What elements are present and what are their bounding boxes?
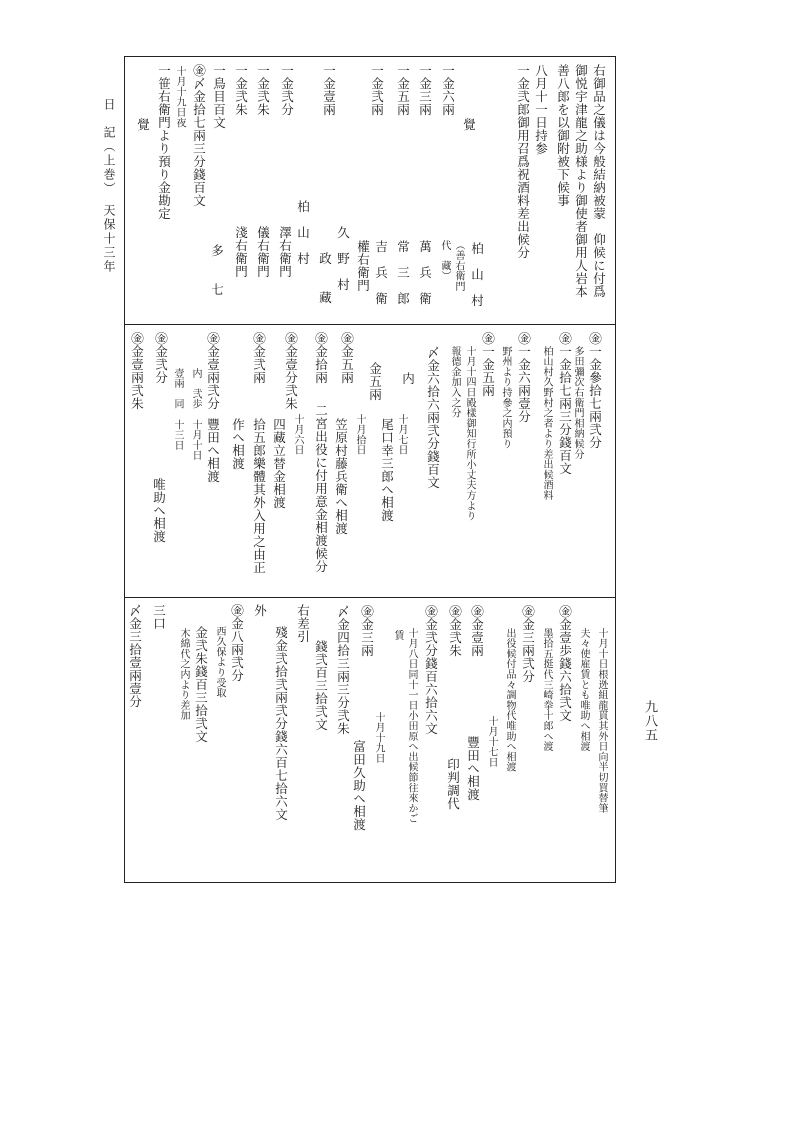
text-column: 十月十九日 [373, 712, 384, 764]
text-column: 十月拾日 [354, 414, 365, 456]
section-divider [124, 324, 616, 325]
text-column: 二宮出役に付用意金相渡候分 [313, 404, 329, 573]
text-column: 一金弐兩 [369, 64, 385, 116]
text-column: ㊎金拾兩 [313, 332, 329, 384]
text-column: 一金五兩 [395, 64, 411, 116]
text-column: 墨拾五挺代三崎拳十郎へ渡 [541, 628, 552, 752]
text-column: ㊎金弐分 [153, 332, 169, 384]
text-column: 一金六兩 [440, 64, 456, 116]
text-column: 十月六日 [292, 414, 303, 456]
text-column: 豐田へ相渡 [465, 736, 481, 801]
text-column: 柏山村久野村之者より差出候酒料 [541, 346, 552, 501]
text-column: 一鳥目百文 [211, 64, 227, 129]
text-column: 八月十一日持参 [533, 64, 549, 155]
text-column: ㊎一金六兩壹分 [516, 332, 532, 423]
text-column: 錢弐百三拾弐文 [313, 640, 329, 731]
text-column: 一金壹兩 [321, 64, 337, 116]
text-column: 西久保より受取 [214, 626, 225, 699]
text-column: 多 七 [209, 244, 225, 296]
text-column: ㊎金三兩 [359, 605, 375, 657]
text-column: 一金弐郎御用召爲祝酒料差出候分 [515, 64, 531, 259]
text-column: 柏 山 村 [469, 242, 485, 307]
text-column: 澤右衛門 [277, 226, 293, 278]
text-column: ㊎金壹分弐朱 [283, 332, 299, 410]
text-column: ㊎一金拾七兩三分錢百文 [557, 332, 573, 475]
text-column: 尾口幸三郎へ相渡 [379, 418, 395, 522]
text-column: ㊎一金五兩 [480, 332, 496, 397]
text-column: 出役候付品々調物代唯助へ相渡 [504, 628, 515, 773]
text-column: 金五兩 [367, 362, 383, 401]
text-column: 外 [252, 604, 268, 617]
text-column: 木綿代之内より差加 [178, 628, 189, 721]
text-column: 善八郎を以御附被下候事 [555, 64, 571, 207]
text-column: 〆金六拾六兩弐分錢百文 [425, 346, 441, 489]
text-column: 四藏立替金相渡 [271, 418, 287, 509]
text-column: 拾五郎樂體其外入用之由正 [251, 418, 267, 574]
text-column: 賃 [392, 630, 403, 641]
text-column: 壹兩 同 十三日 [172, 368, 183, 451]
text-column: 富田久助へ相渡 [351, 740, 367, 831]
text-column: 右御品之儀は今般結納被蒙 仰候に付爲 [591, 64, 607, 298]
text-column: ㊎金五兩 [339, 332, 355, 384]
text-column: 十月十四日殿樣御知行所小丈夫方より [464, 346, 475, 522]
text-column: 一金弐朱 [233, 64, 249, 116]
text-column: 一笹右衛門より預り金勘定 [156, 64, 172, 220]
text-column: ㊎金壹兩弐朱 [129, 332, 145, 410]
text-column: 豐田へ相渡 [205, 418, 221, 483]
text-column: 〆金三拾壹兩壹分 [127, 604, 143, 708]
text-column: 御悦宇津龍之助様より御使者御用人岩本 [573, 64, 589, 298]
text-column: 常 三 郎 [395, 240, 411, 305]
text-column: 金弐朱錢百三拾弐文 [193, 626, 209, 743]
text-column: 十月八日同十一日小田原へ出候節往來かご [406, 628, 417, 824]
text-column: 三口 [151, 604, 167, 630]
running-header: 日 記（上巻） 天保十三年 [102, 98, 116, 274]
text-column: 作へ相渡 [230, 418, 246, 470]
text-column: 一金弐分 [279, 64, 295, 116]
text-column: 報德金加入之分 [449, 346, 460, 419]
text-column: ㊎金八兩弐分 [229, 604, 245, 682]
text-column: 一金三兩 [417, 64, 433, 116]
text-column: ㊎一金參拾七兩弐分 [587, 332, 603, 449]
text-column: 唯助へ相渡 [151, 478, 167, 543]
text-column: 十月十九日夜 [174, 66, 185, 128]
text-column: 右差引 [295, 604, 311, 643]
text-column: ㊎金弐兩 [251, 332, 267, 384]
text-column: 政 藏 [317, 252, 333, 304]
text-column: 印判調代 [445, 758, 461, 810]
text-column: 殘金弐拾弐兩弐分錢六百七拾六文 [273, 626, 289, 821]
text-column: 十月十七日 [486, 716, 497, 768]
text-column: 内 弐歩 十月十日 [190, 368, 201, 461]
text-column: ㊎金三兩弐分 [520, 605, 536, 683]
text-column: 〆金四拾三兩三分弐朱 [335, 605, 351, 735]
text-column: ㊎金壹歩錢六拾弐文 [557, 605, 573, 722]
section-divider [124, 597, 616, 598]
text-column: 柏 山 村 [295, 200, 311, 265]
text-column: 十月十日根迯組龍貫其外日向半切買替筆 [596, 628, 607, 814]
text-column: 吉 兵 衛 [373, 240, 389, 305]
text-column: 淺右衛門 [233, 226, 249, 278]
text-column: ㊎〆金拾七兩三分錢百文 [191, 64, 207, 207]
text-column: 十月七日 [396, 414, 407, 456]
text-column: （善右衛門 [453, 240, 464, 292]
text-column: 覺 [135, 118, 151, 131]
text-column: 代 藏） [439, 240, 450, 282]
text-column: ㊎金弐分錢百六拾六文 [423, 605, 439, 735]
text-column: ㊎金壹兩弐分 [205, 332, 221, 410]
text-column: 夫々使雇賃とも唯助へ相渡 [578, 628, 589, 752]
text-column: 權右衛門 [355, 240, 371, 292]
text-column: ㊎金弐朱 [447, 605, 463, 657]
page-number: 九八五 [642, 700, 657, 742]
text-column: ㊎金壹兩 [469, 605, 485, 657]
text-column: 覺 [461, 118, 477, 131]
text-column: 笠原村藤兵衛へ相渡 [333, 418, 349, 535]
text-column: 内 [400, 372, 416, 385]
text-column: 多田彌次右衛門相納候分 [572, 346, 583, 460]
text-column: 一金弐朱 [255, 64, 271, 116]
text-column: 萬 兵 衛 [417, 240, 433, 305]
text-column: 野州より持參之内預り [500, 346, 511, 449]
text-column: 儀右衛門 [255, 226, 271, 278]
text-column: 久 野 村 [335, 226, 351, 291]
